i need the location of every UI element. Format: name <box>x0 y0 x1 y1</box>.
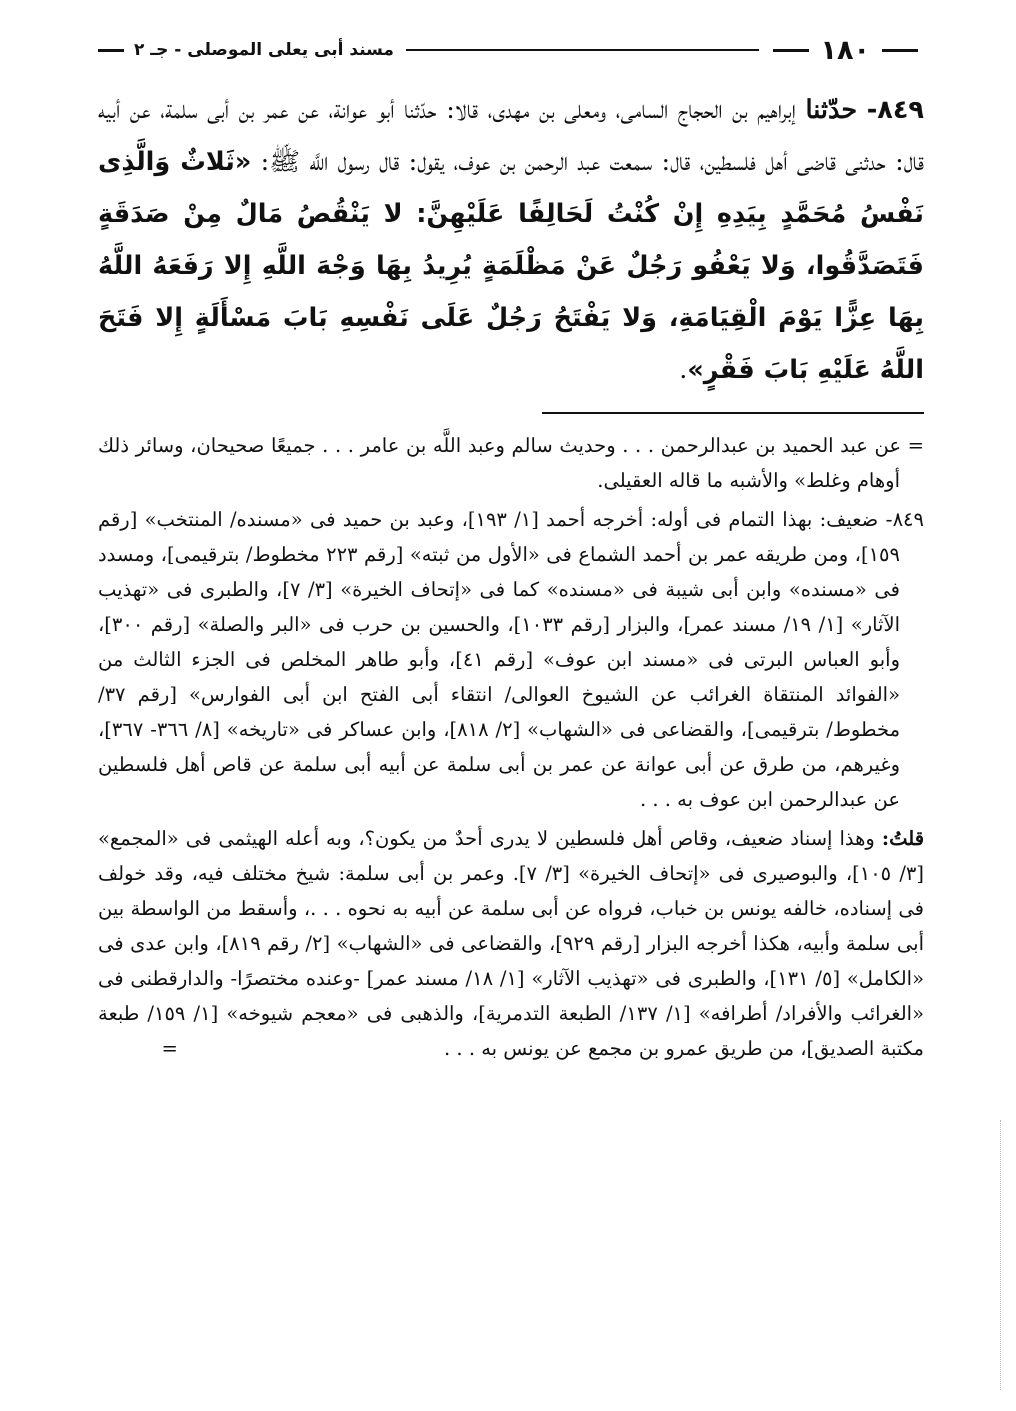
footnote-text: وهذا إسناد ضعيف، وقاص أهل فلسطين لا يدرى أحدٌ من يكون؟، وبه أعله الهيثمى فى «المجمع» [٣/ ١٠٥]، والبوصيرى فى «إتحاف الخيرة» [٣/ ٧]. وعمر بن أبى سلمة: شيخ مختلف فيه، وقد خولف فى إسناده، خالفه يونس بن خباب، فرواه عن أبى سلمة عن أبيه به نحوه . . .، وأسقط من الواسطة بين أبى سلمة وأبيه، هكذا أخرجه البزار [رقم ٩٢٩]، والقضاعى فى «الشهاب» [٢/ رقم ٨١٩]، وابن عدى فى «الكامل» [٥/ ١٣١]، والطبرى فى «تهذيب الآثار» [١/ ١٨/ مسند عمر] -وعنده مختصرًا- والدارقطنى فى «الغرائب والأفراد/ أطرافه» [١/ ١٣٧/ الطبعة التدمرية]، والذهبى فى «معجم شيوخه» [١/ ١٥٩/ طبعة مكتبة الصديق]، من طريق عمرو بن مجمع عن يونس به . . . <box>98 827 925 1060</box>
continuation-marker: = <box>907 434 925 457</box>
footnote-continuation <box>98 428 924 498</box>
footnote-separator <box>542 412 924 414</box>
hadith-number: ٨٤٩- <box>866 95 924 125</box>
isnad-lead: حدّثنا <box>805 95 858 125</box>
running-title: مسند أبى يعلى الموصلى - جـ ٢ <box>134 40 394 60</box>
end-mark: . <box>679 355 688 385</box>
scan-margin-line <box>1000 1120 1001 1390</box>
header-rule <box>406 49 759 51</box>
isnad: إبراهيم بن الحجاج السامى، ومعلى بن مهدى، قالا: حدّثنا أبو عوانة، عن عمر بن أبى سلمة، عن أبيه قال: حدثنى قاضى أهل فلسطين، قال: سمعت عبد الرحمن بن عوف، يقول: قال رسول اللَّه ﷺ: <box>98 95 925 177</box>
continued-marker: = <box>161 1037 178 1060</box>
footnotes <box>98 428 924 1070</box>
page-number: ١٨٠ <box>820 34 870 66</box>
header-dash <box>773 49 809 52</box>
header-dash <box>98 49 124 52</box>
running-header <box>98 30 924 70</box>
matn: «ثَلاثٌ وَالَّذِى نَفْسُ مُحَمَّدٍ بِيَدِهِ إِنْ كُنْتُ لَحَالِفًا عَلَيْهِنَّ: لا يَنْقُصُ مَالٌ مِنْ صَدَقَةٍ فَتَصَدَّقُوا، وَلا يَعْفُو رَجُلٌ عَنْ مَظْلَمَةٍ يُرِيدُ بِهَا وَجْهَ اللَّهِ إِلا رَفَعَهُ اللَّهُ بِهَا عِزًّا يَوْمَ الْقِيَامَةِ، وَلا يَفْتَحُ رَجُلٌ عَلَى نَفْسِهِ بَابَ مَسْأَلَةٍ إِلا فَتَحَ اللَّهُ عَلَيْهِ بَابَ فَقْرٍ» <box>98 147 924 385</box>
header-dash <box>882 49 918 52</box>
footnote-qultu <box>98 821 924 1066</box>
footnote-text: ضعيف: بهذا التمام فى أوله: أخرجه أحمد [١/ ١٩٣]، وعبد بن حميد فى «مسنده/ المنتخب» [رقم ١٥٩]، ومن طريقه عمر بن أحمد الشماع فى «الأول من ثبته» [رقم ٢٢٣ مخطوط/ بترقيمى]، ومسدد فى «مسنده» وابن أبى شيبة فى «مسنده» كما فى «إتحاف الخيرة» [٣/ ٧]، والطبرى فى «تهذيب الآثار» [١/ ١٩/ مسند عمر]، والبزار [رقم ١٠٣٣]، والحسين بن حرب فى «البر والصلة» [رقم ٣٠٠]، وأبو العباس البرتى فى «مسند ابن عوف» [رقم ٤١]، وأبو طاهر المخلص فى الجزء الثالث من «الفوائد المنتقاة الغرائب عن الشيوخ العوالى/ انتقاء أبى الفتح ابن أبى الفوارس» [رقم ٣٧/ مخطوط/ بترقيمى]، والقضاعى فى «الشهاب» [٢/ ٨١٨]، وابن عساكر فى «تاريخه» [٨/ ٣٦٦- ٣٦٧]، وغيرهم، من طرق عن أبى عوانة عن عمر بن أبى سلمة عن أبيه أبى سلمة عن قاص أهل فلسطين عن عبدالرحمن ابن عوف به . . . <box>98 508 901 811</box>
footnote-number: ٨٤٩- <box>885 508 924 531</box>
qultu-lead: قلتُ: <box>881 827 925 850</box>
footnote-849 <box>98 502 924 817</box>
hadith-text <box>98 84 924 396</box>
footnote-text: عن عبد الحميد بن عبدالرحمن . . . وحديث سالم وعبد اللَّه بن عامر . . . جميعًا صحيحان، وسائر ذلك أوهام وغلط» والأشبه ما قاله العقيلى. <box>98 434 902 492</box>
